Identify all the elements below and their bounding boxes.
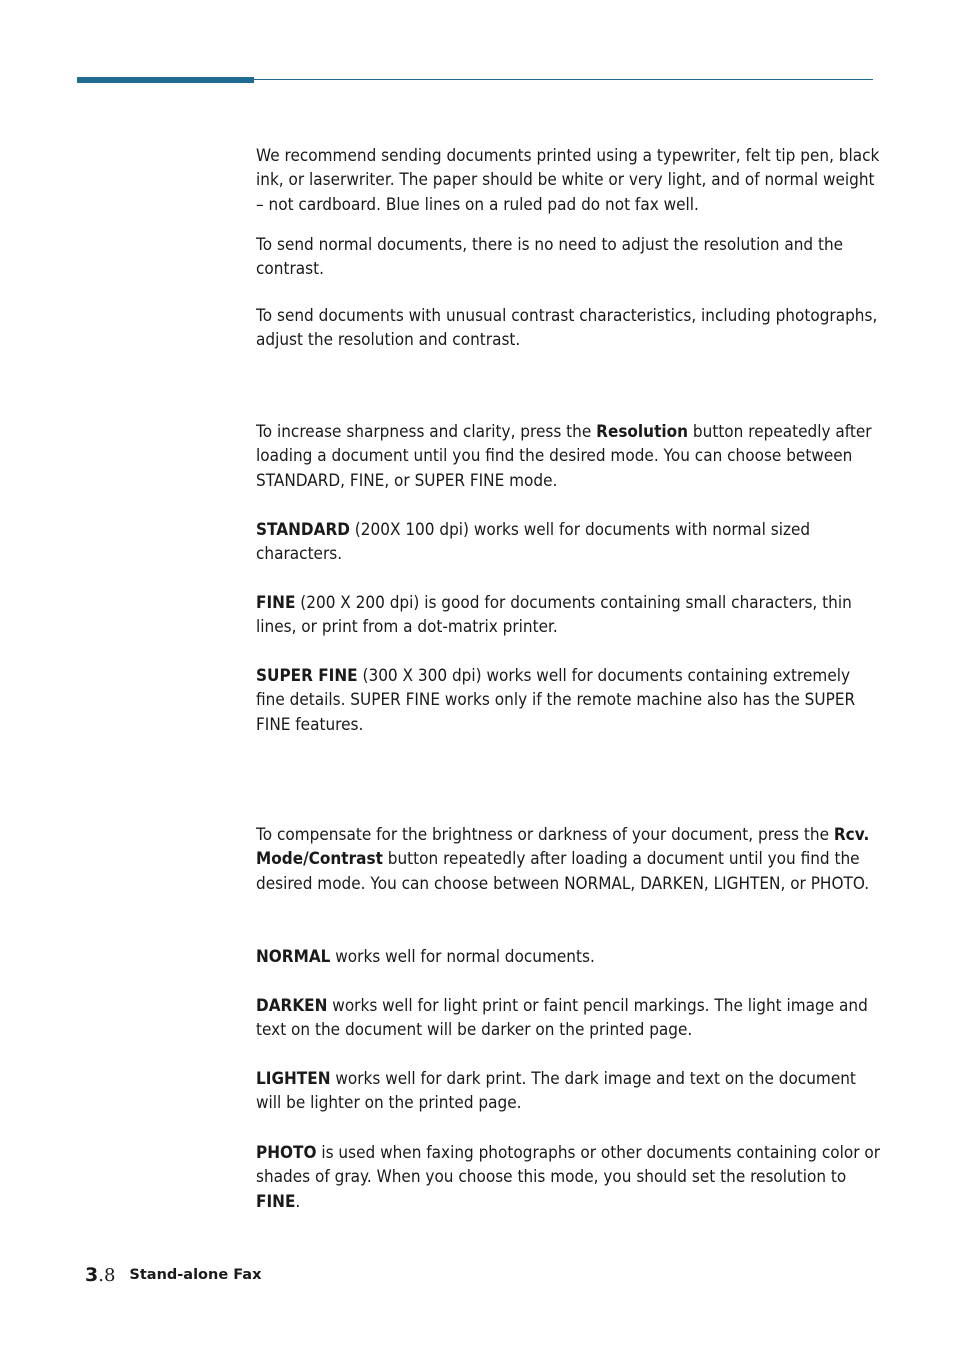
contrast-lighten: LIGHTEN works well for dark print. The dark image and text on the document will be lighter on the printed page.: [256, 1069, 856, 1114]
page-footer: [85, 1264, 261, 1286]
header-rule-line: [254, 79, 873, 80]
section-title: Stand-alone Fax: [129, 1267, 262, 1283]
contrast-button-name: Rcv. Mode/Contrast: [256, 825, 870, 870]
resolution-superfine: SUPER FINE (300 X 300 dpi) works well for documents containing extremely fine details. SUPER FINE works only if the remote machine also has the SUPER FINE features.: [256, 666, 856, 735]
resolution-fine: FINE (200 X 200 dpi) is good for documents containing small characters, thin lines, or print from a dot-matrix printer.: [256, 593, 852, 638]
contrast-normal: NORMAL works well for normal documents.: [256, 947, 595, 967]
resolution-intro: To increase sharpness and clarity, press the Resolution button repeatedly after loading a document until you find the desired mode. You can choose between STANDARD, FINE, or SUPER FINE mode.: [256, 422, 872, 491]
chapter-number: 3: [85, 1264, 99, 1286]
page-number: .8: [98, 1265, 116, 1286]
resolution-button-name: Resolution: [596, 422, 689, 442]
contrast-photo: PHOTO is used when faxing photographs or other documents containing color or shades of gray. When you choose this mode, you should set the resolution to FINE.: [256, 1143, 881, 1212]
contrast-intro: To compensate for the brightness or darkness of your document, press the Rcv. Mode/Contrast button repeatedly after loading a document until you find the desired mode. You can choose between NORMAL, DARKEN, LIGHTEN, or PHOTO.: [256, 825, 870, 894]
intro-paragraph-3: To send documents with unusual contrast characteristics, including photographs, adjust the resolution and contrast.: [256, 306, 878, 351]
resolution-standard: STANDARD (200X 100 dpi) works well for documents with normal sized characters.: [256, 520, 811, 565]
contrast-darken: DARKEN works well for light print or faint pencil markings. The light image and text on the document will be darker on the printed page.: [256, 996, 868, 1041]
header-rule-accent: [77, 77, 254, 83]
intro-paragraph-1: We recommend sending documents printed using a typewriter, felt tip pen, black ink, or laserwriter. The paper should be white or very light, and of normal weight – not cardboard. Blue lines on a ruled pad do not fax well.: [256, 146, 880, 215]
intro-paragraph-2: To send normal documents, there is no need to adjust the resolution and the contrast.: [256, 235, 844, 280]
